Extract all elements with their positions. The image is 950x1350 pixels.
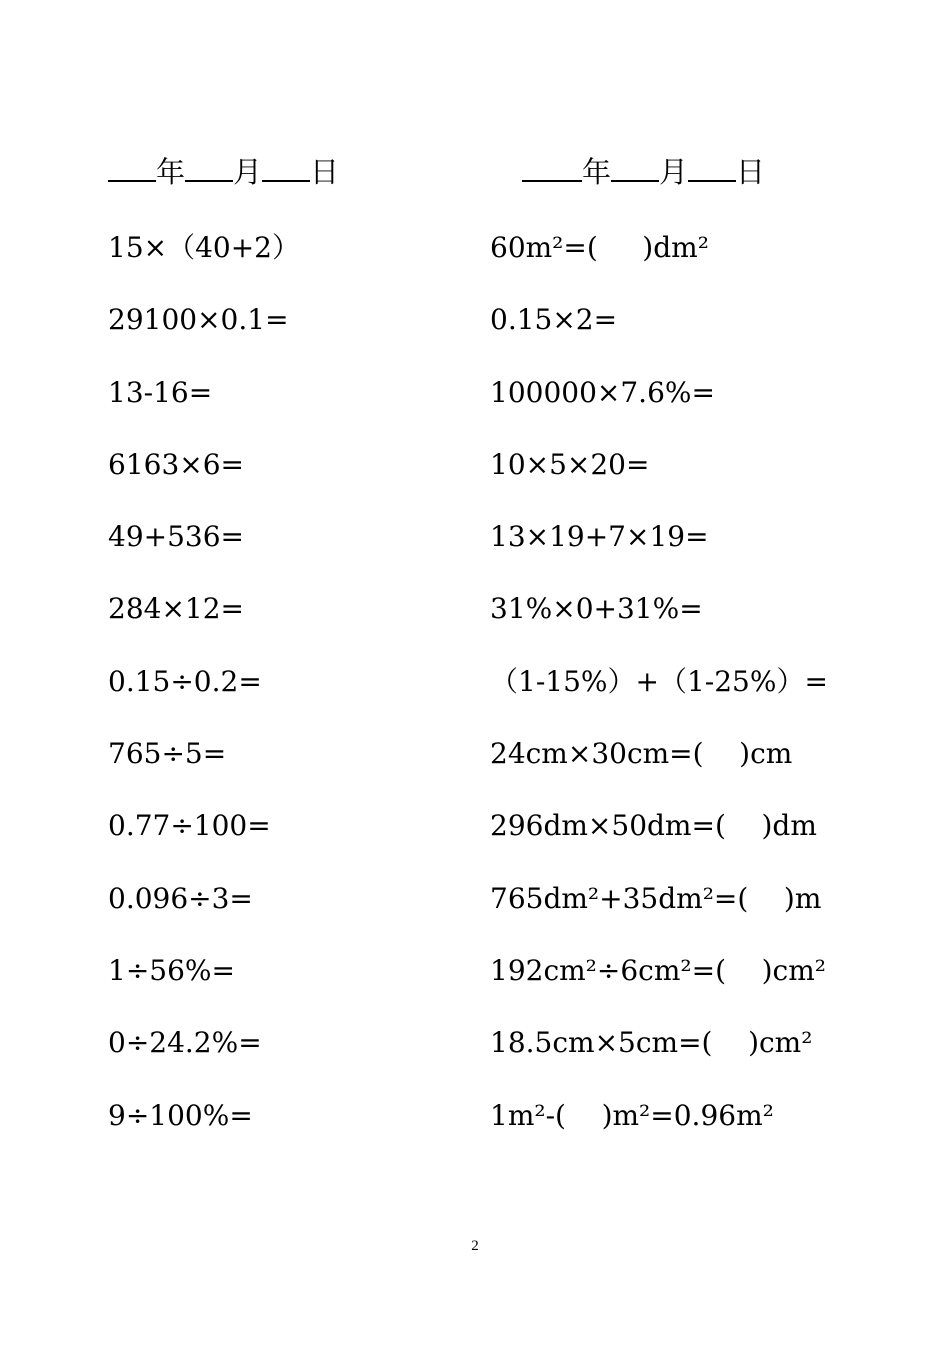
problem-right: 1m²-( )m²=0.96m² <box>490 1098 774 1132</box>
problem-right: 60m²=( )dm² <box>490 231 709 264</box>
problem-row <box>0 300 950 372</box>
problem-row <box>0 806 950 878</box>
problem-left: 0.096÷3= <box>108 881 253 915</box>
problem-left: 284×12= <box>108 592 244 626</box>
problem-row <box>0 373 950 445</box>
problem-right: 13×19+7×19= <box>490 520 709 554</box>
problem-row <box>0 1023 950 1095</box>
month-label: 月 <box>659 155 689 189</box>
day-label: 日 <box>310 155 340 189</box>
problem-left: 0÷24.2%= <box>108 1026 262 1060</box>
year-label: 年 <box>582 155 612 189</box>
problem-right: （1-15%）+（1-25%）= <box>490 664 828 698</box>
day-blank <box>262 150 310 182</box>
problem-right: 0.15×2= <box>490 303 618 337</box>
problem-row <box>0 1096 950 1168</box>
problem-row <box>0 228 950 300</box>
problem-row <box>0 445 950 517</box>
year-blank <box>108 150 156 182</box>
problem-left: 9÷100%= <box>108 1098 253 1132</box>
month-blank <box>611 150 659 182</box>
problem-left: 1÷56%= <box>108 953 235 987</box>
date-header <box>0 150 950 190</box>
problem-left: 0.77÷100= <box>108 809 271 843</box>
problem-row <box>0 589 950 661</box>
month-blank <box>185 150 233 182</box>
problem-right: 18.5cm×5cm=( )cm² <box>490 1026 813 1060</box>
problem-row <box>0 951 950 1023</box>
problem-left: 49+536= <box>108 520 244 554</box>
problem-right: 100000×7.6%= <box>490 375 715 409</box>
date-line-left <box>108 150 339 192</box>
problem-row <box>0 662 950 734</box>
problem-right: 24cm×30cm=( )cm <box>490 737 793 771</box>
problem-right: 31%×0+31%= <box>490 592 703 626</box>
problem-right: 765dm²+35dm²=( )m <box>490 881 822 915</box>
problem-grid <box>0 228 950 1168</box>
problem-left: 0.15÷0.2= <box>108 664 262 698</box>
problem-left: 765÷5= <box>108 737 227 771</box>
month-label: 月 <box>233 155 263 189</box>
problem-row <box>0 879 950 951</box>
problem-right: 192cm²÷6cm²=( )cm² <box>490 953 826 987</box>
problem-left: 6163×6= <box>108 447 244 481</box>
problem-left: 13-16= <box>108 375 213 409</box>
problem-row <box>0 517 950 589</box>
problem-row <box>0 734 950 806</box>
day-label: 日 <box>736 155 766 189</box>
day-blank <box>688 150 736 182</box>
date-line-right <box>522 150 765 192</box>
year-blank <box>522 150 582 182</box>
problem-left: 29100×0.1= <box>108 303 289 337</box>
problem-right: 296dm×50dm=( )dm <box>490 809 817 843</box>
page-number: 2 <box>471 1238 479 1254</box>
problem-left: 15×（40+2） <box>108 231 300 264</box>
year-label: 年 <box>156 155 186 189</box>
problem-right: 10×5×20= <box>490 447 650 481</box>
